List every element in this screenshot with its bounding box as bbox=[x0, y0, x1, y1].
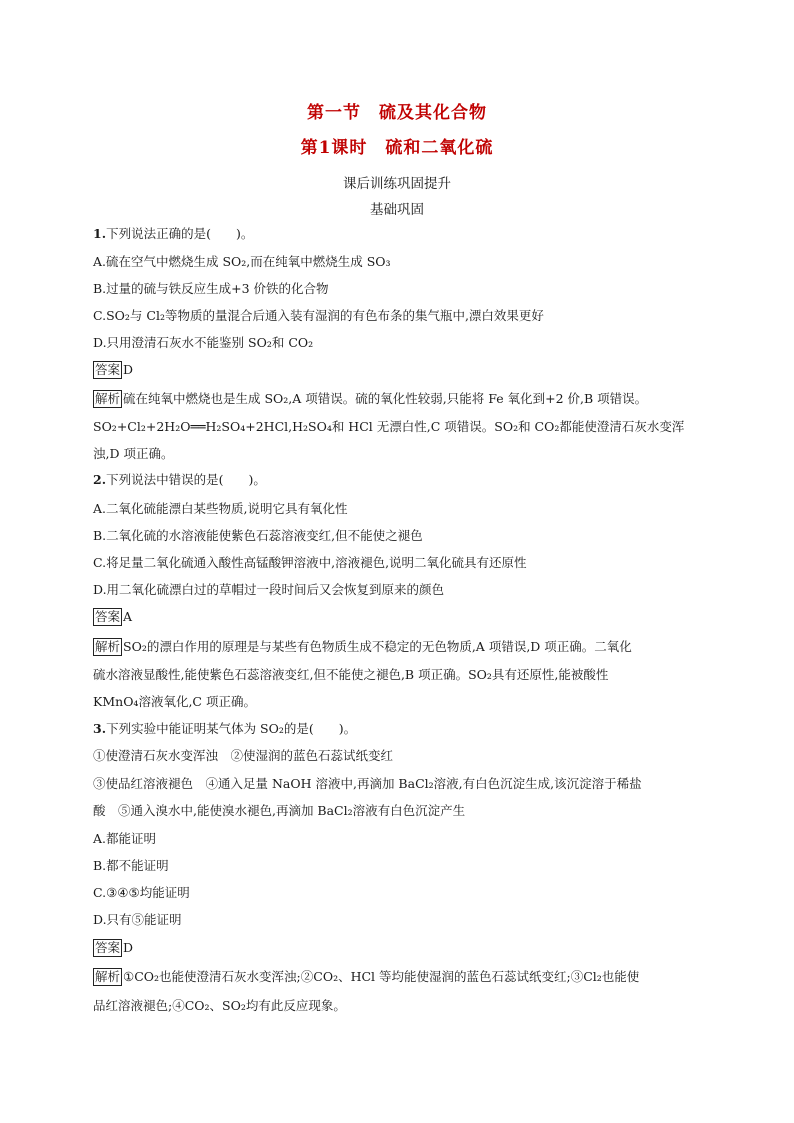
q3-statements-line-1: ①使澄清石灰水变浑浊 ②使湿润的蓝色石蕊试纸变红 bbox=[93, 748, 394, 763]
q1-analysis-line-2: SO₂+Cl₂+2H₂O══H₂SO₄+2HCl,H₂SO₄和 HCl 无漂白性,C 项错误。SO₂和 CO₂都能使澄清石灰水变浑 bbox=[93, 419, 685, 434]
q2-analysis-line-3: KMnO₄溶液氧化,C 项正确。 bbox=[93, 694, 256, 709]
q2-option-a: A.二氧化硫能漂白某些物质,说明它具有氧化性 bbox=[93, 501, 348, 516]
question-1-stem bbox=[93, 224, 713, 244]
q3-option-b: B.都不能证明 bbox=[93, 858, 169, 873]
q2-answer bbox=[93, 607, 713, 627]
practice-heading: 课后训练巩固提升 bbox=[343, 176, 451, 192]
question-text: 下列实验中能证明某气体为 SO₂的是( )。 bbox=[106, 721, 357, 736]
level-heading: 基础巩固 bbox=[370, 202, 424, 218]
question-text: 下列说法正确的是( )。 bbox=[106, 226, 254, 241]
analysis-text: 硫在纯氧中燃烧也是生成 SO₂,A 项错误。硫的氧化性较弱,只能将 Fe 氧化到+2 价,B 项错误。 bbox=[123, 391, 648, 406]
q1-answer bbox=[93, 360, 713, 380]
q1-option-d: D.只用澄清石灰水不能鉴别 SO₂和 CO₂ bbox=[93, 335, 314, 350]
q2-option-c: C.将足量二氧化硫通入酸性高锰酸钾溶液中,溶液褪色,说明二氧化硫具有还原性 bbox=[93, 555, 527, 570]
q3-statements-line-2: ③使品红溶液褪色 ④通入足量 NaOH 溶液中,再滴加 BaCl₂溶液,有白色沉淀生成,该沉淀溶于稀盐 bbox=[93, 776, 642, 791]
q2-option-d: D.用二氧化硫漂白过的草帽过一段时间后又会恢复到原来的颜色 bbox=[93, 582, 445, 597]
q3-answer bbox=[93, 938, 713, 958]
analysis-label: 解析 bbox=[95, 639, 121, 654]
answer-value: D bbox=[123, 362, 134, 377]
q3-analysis-line-1 bbox=[93, 967, 713, 987]
question-number: 2. bbox=[93, 472, 107, 487]
answer-value: D bbox=[123, 940, 134, 955]
q2-analysis-line-2: 硫水溶液显酸性,能使紫色石蕊溶液变红,但不能使之褪色,B 项正确。SO₂具有还原性,能被酸性 bbox=[93, 667, 609, 682]
q1-option-c: C.SO₂与 Cl₂等物质的量混合后通入装有湿润的有色布条的集气瓶中,漂白效果更好 bbox=[93, 308, 544, 323]
q3-option-d: D.只有⑤能证明 bbox=[93, 912, 182, 927]
lesson-title: 第1课时 硫和二氧化硫 bbox=[300, 138, 494, 158]
question-number: 1. bbox=[93, 226, 107, 241]
question-number: 3. bbox=[93, 721, 107, 736]
analysis-text: ①CO₂也能使澄清石灰水变浑浊;②CO₂、HCl 等均能使湿润的蓝色石蕊试纸变红;③Cl₂也能使 bbox=[123, 969, 640, 984]
q2-analysis-line-1 bbox=[93, 637, 713, 657]
analysis-label: 解析 bbox=[95, 969, 121, 984]
q1-analysis-line-3: 浊,D 项正确。 bbox=[93, 446, 174, 461]
q1-option-a: A.硫在空气中燃烧生成 SO₂,而在纯氧中燃烧生成 SO₃ bbox=[93, 254, 391, 269]
answer-label: 答案 bbox=[95, 362, 121, 377]
q3-option-c: C.③④⑤均能证明 bbox=[93, 885, 190, 900]
analysis-text: SO₂的漂白作用的原理是与某些有色物质生成不稳定的无色物质,A 项错误,D 项正确。二氧化 bbox=[123, 639, 632, 654]
q3-option-a: A.都能证明 bbox=[93, 831, 157, 846]
question-3-stem bbox=[93, 719, 713, 739]
analysis-label: 解析 bbox=[95, 391, 121, 406]
section-title: 第一节 硫及其化合物 bbox=[307, 103, 487, 123]
question-2-stem bbox=[93, 470, 713, 490]
answer-label: 答案 bbox=[95, 940, 121, 955]
answer-label: 答案 bbox=[95, 609, 121, 624]
q3-analysis-line-2: 品红溶液褪色;④CO₂、SO₂均有此反应现象。 bbox=[93, 998, 346, 1013]
q2-option-b: B.二氧化硫的水溶液能使紫色石蕊溶液变红,但不能使之褪色 bbox=[93, 528, 423, 543]
q3-statements-line-3: 酸 ⑤通入溴水中,能使溴水褪色,再滴加 BaCl₂溶液有白色沉淀产生 bbox=[93, 803, 466, 818]
question-text: 下列说法中错误的是( )。 bbox=[106, 472, 266, 487]
q1-option-b: B.过量的硫与铁反应生成+3 价铁的化合物 bbox=[93, 281, 329, 296]
q1-analysis-line-1 bbox=[93, 389, 713, 409]
answer-value: A bbox=[123, 609, 133, 624]
